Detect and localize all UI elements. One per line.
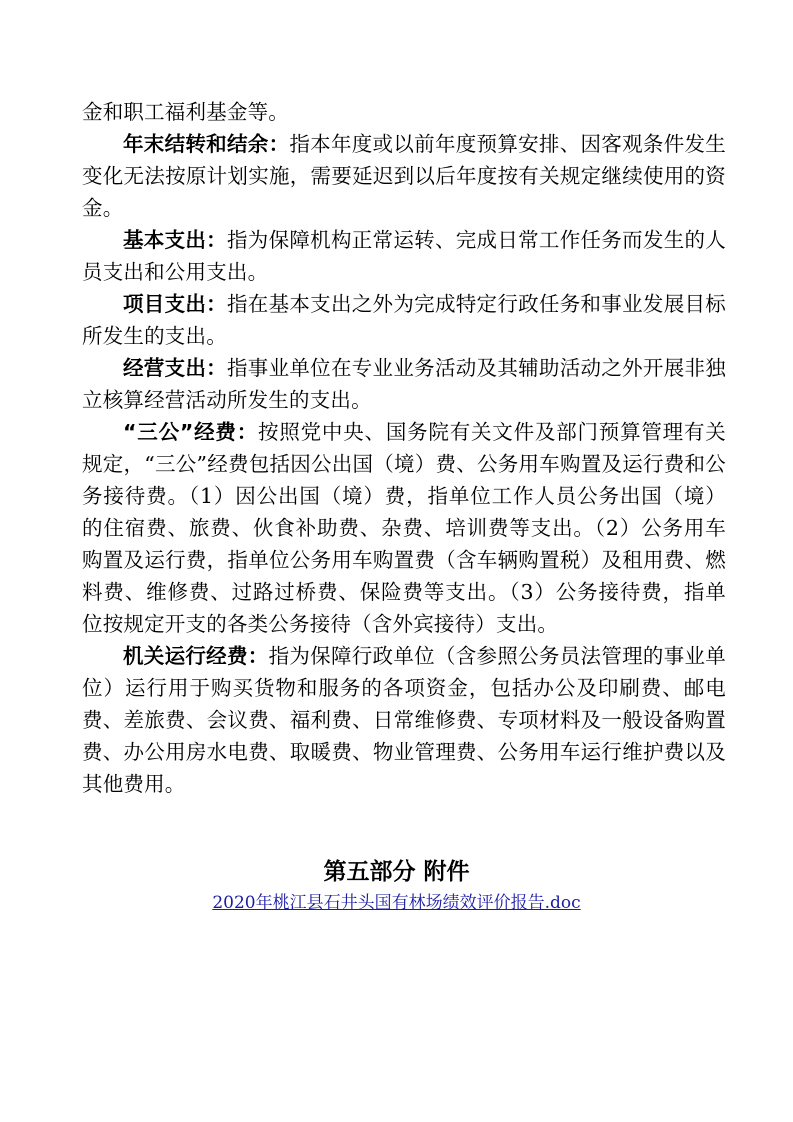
- paragraph-text: 指为保障行政单位（含参照公务员法管理的事业单位）运行用于购买货物和服务的各项资金，包括办公及印刷费、邮电费、差旅费、会议费、福利费、日常维修费、专项材料及一般设备购置费、办公用房水电费、取暖费、物业管理费、公务用车运行维护费以及其他费用。: [82, 644, 726, 796]
- attachment-link[interactable]: 2020年桃江县石井头国有林场绩效评价报告.doc: [212, 893, 581, 913]
- paragraph-text: 金和职工福利基金等。: [82, 100, 289, 124]
- paragraph-basic-expenditure: [82, 224, 726, 288]
- paragraph-three-public-expenses: [82, 416, 726, 640]
- paragraph-operating-expenditure: [82, 352, 726, 416]
- term-label: 基本支出：: [123, 228, 227, 252]
- paragraph-continuation: [82, 96, 726, 128]
- term-label: “三公”经费：: [123, 420, 259, 444]
- term-label: 经营支出：: [123, 356, 227, 380]
- term-label: 项目支出：: [123, 292, 227, 316]
- paragraph-project-expenditure: [82, 288, 726, 352]
- term-label: 机关运行经费：: [123, 644, 269, 668]
- paragraph-text: 指为保障机构正常运转、完成日常工作任务而发生的人员支出和公用支出。: [82, 228, 726, 284]
- section-title: 第五部分 附件: [323, 859, 470, 885]
- paragraph-year-end-balance: [82, 128, 726, 224]
- paragraph-text: 指本年度或以前年度预算安排、因客观条件发生变化无法按原计划实施，需要延迟到以后年度按有关规定继续使用的资金。: [82, 132, 726, 220]
- paragraph-agency-operating-funds: [82, 640, 726, 800]
- term-label: 年末结转和结余：: [123, 132, 290, 156]
- attachment-row: [0, 890, 793, 916]
- paragraph-text: 按照党中央、国务院有关文件及部门预算管理有关规定，“三公”经费包括因公出国（境）费、公务用车购置及运行费和公务接待费。（1）因公出国（境）费，指单位工作人员公务出国（境）的住宿费、旅费、伙食补助费、杂费、培训费等支出。（2）公务用车购置及运行费，指单位公务用车购置费（含车辆购置税）及租用费、燃料费、维修费、过路过桥费、保险费等支出。（3）公务接待费，指单位按规定开支的各类公务接待（含外宾接待）支出。: [82, 420, 726, 636]
- paragraph-text: 指事业单位在专业业务活动及其辅助活动之外开展非独立核算经营活动所发生的支出。: [82, 356, 726, 412]
- document-body: [82, 96, 726, 800]
- paragraph-text: 指在基本支出之外为完成特定行政任务和事业发展目标所发生的支出。: [82, 292, 726, 348]
